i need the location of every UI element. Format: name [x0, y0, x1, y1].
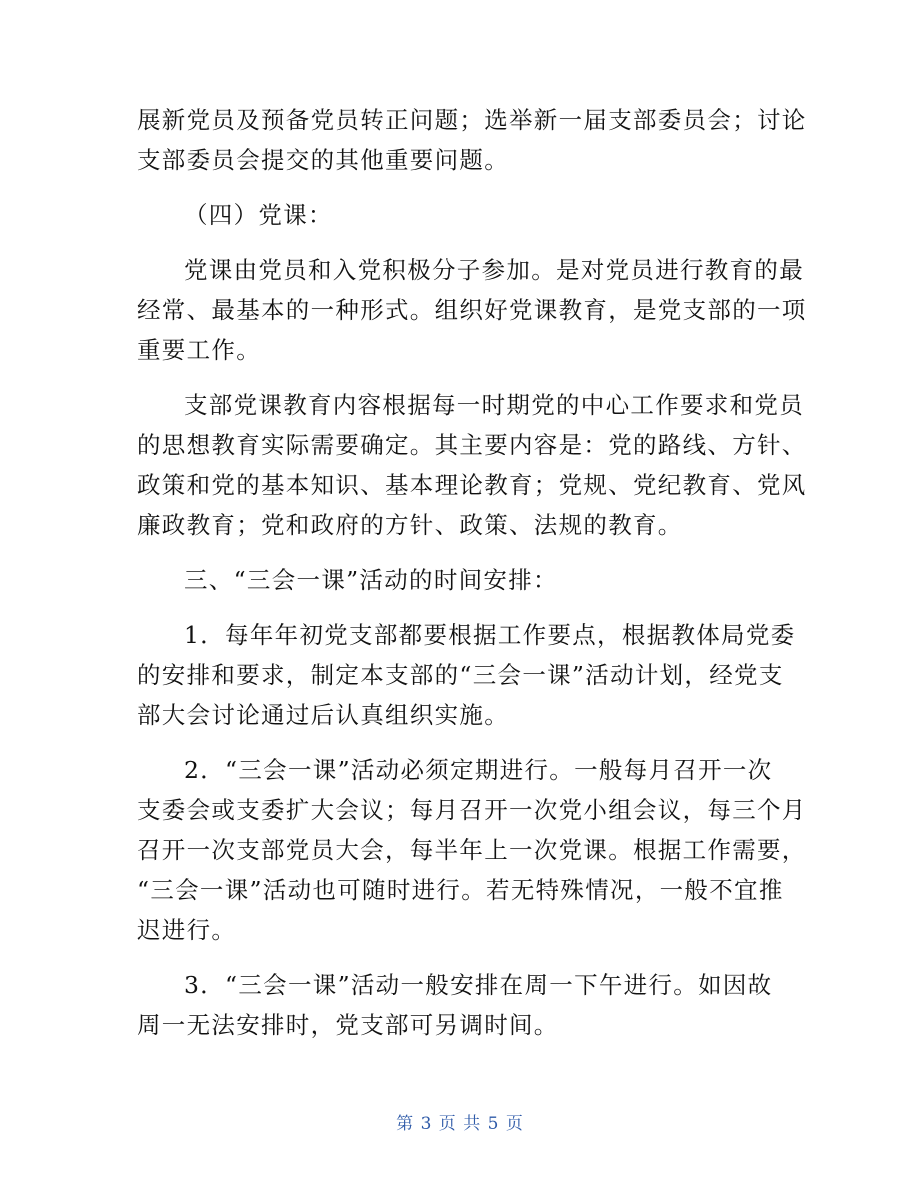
- list-item-2: 2．“三会一课”活动必须定期进行。一般每月召开一次: [184, 756, 773, 784]
- text-line: 召开一次支部党员大会，每半年上一次党课。根据工作需要，: [137, 836, 807, 864]
- text-line: 迟进行。: [137, 916, 237, 944]
- section-heading: （四）党课：: [184, 201, 333, 229]
- text-line: 的思想教育实际需要确定。其主要内容是：党的路线、方针、: [137, 431, 807, 459]
- document-body: [137, 100, 807, 1045]
- text-line: 的安排和要求，制定本支部的“三会一课”活动计划，经党支: [137, 661, 784, 689]
- text-line: 经常、最基本的一种形式。组织好党课教育，是党支部的一项: [137, 296, 807, 324]
- paragraph-start: 支部党课教育内容根据每一时期党的中心工作要求和党员: [184, 391, 804, 419]
- text-line: 展新党员及预备党员转正问题；选举新一届支部委员会；讨论: [137, 106, 807, 134]
- section-heading: 三、“三会一课”活动的时间安排：: [184, 566, 558, 594]
- text-line: 廉政教育；党和政府的方针、政策、法规的教育。: [137, 511, 683, 539]
- text-line: 部大会讨论通过后认真组织实施。: [137, 701, 509, 729]
- list-item-3: 3．“三会一课”活动一般安排在周一下午进行。如因故: [184, 971, 773, 999]
- list-item-1: 1．每年年初党支部都要根据工作要点，根据教体局党委: [184, 621, 796, 649]
- text-line: 重要工作。: [137, 336, 261, 364]
- text-line: 政策和党的基本知识、基本理论教育；党规、党纪教育、党风: [137, 471, 807, 499]
- text-line: 周一无法安排时，党支部可另调时间。: [137, 1011, 559, 1039]
- page-number-footer: 第 3 页 共 5 页: [396, 1114, 524, 1134]
- text-line: “三会一课”活动也可随时进行。若无特殊情况，一般不宜推: [137, 876, 784, 904]
- text-line: 支部委员会提交的其他重要问题。: [137, 146, 509, 174]
- text-line: 支委会或支委扩大会议；每月召开一次党小组会议，每三个月: [137, 796, 807, 824]
- paragraph-start: 党课由党员和入党积极分子参加。是对党员进行教育的最: [184, 256, 804, 284]
